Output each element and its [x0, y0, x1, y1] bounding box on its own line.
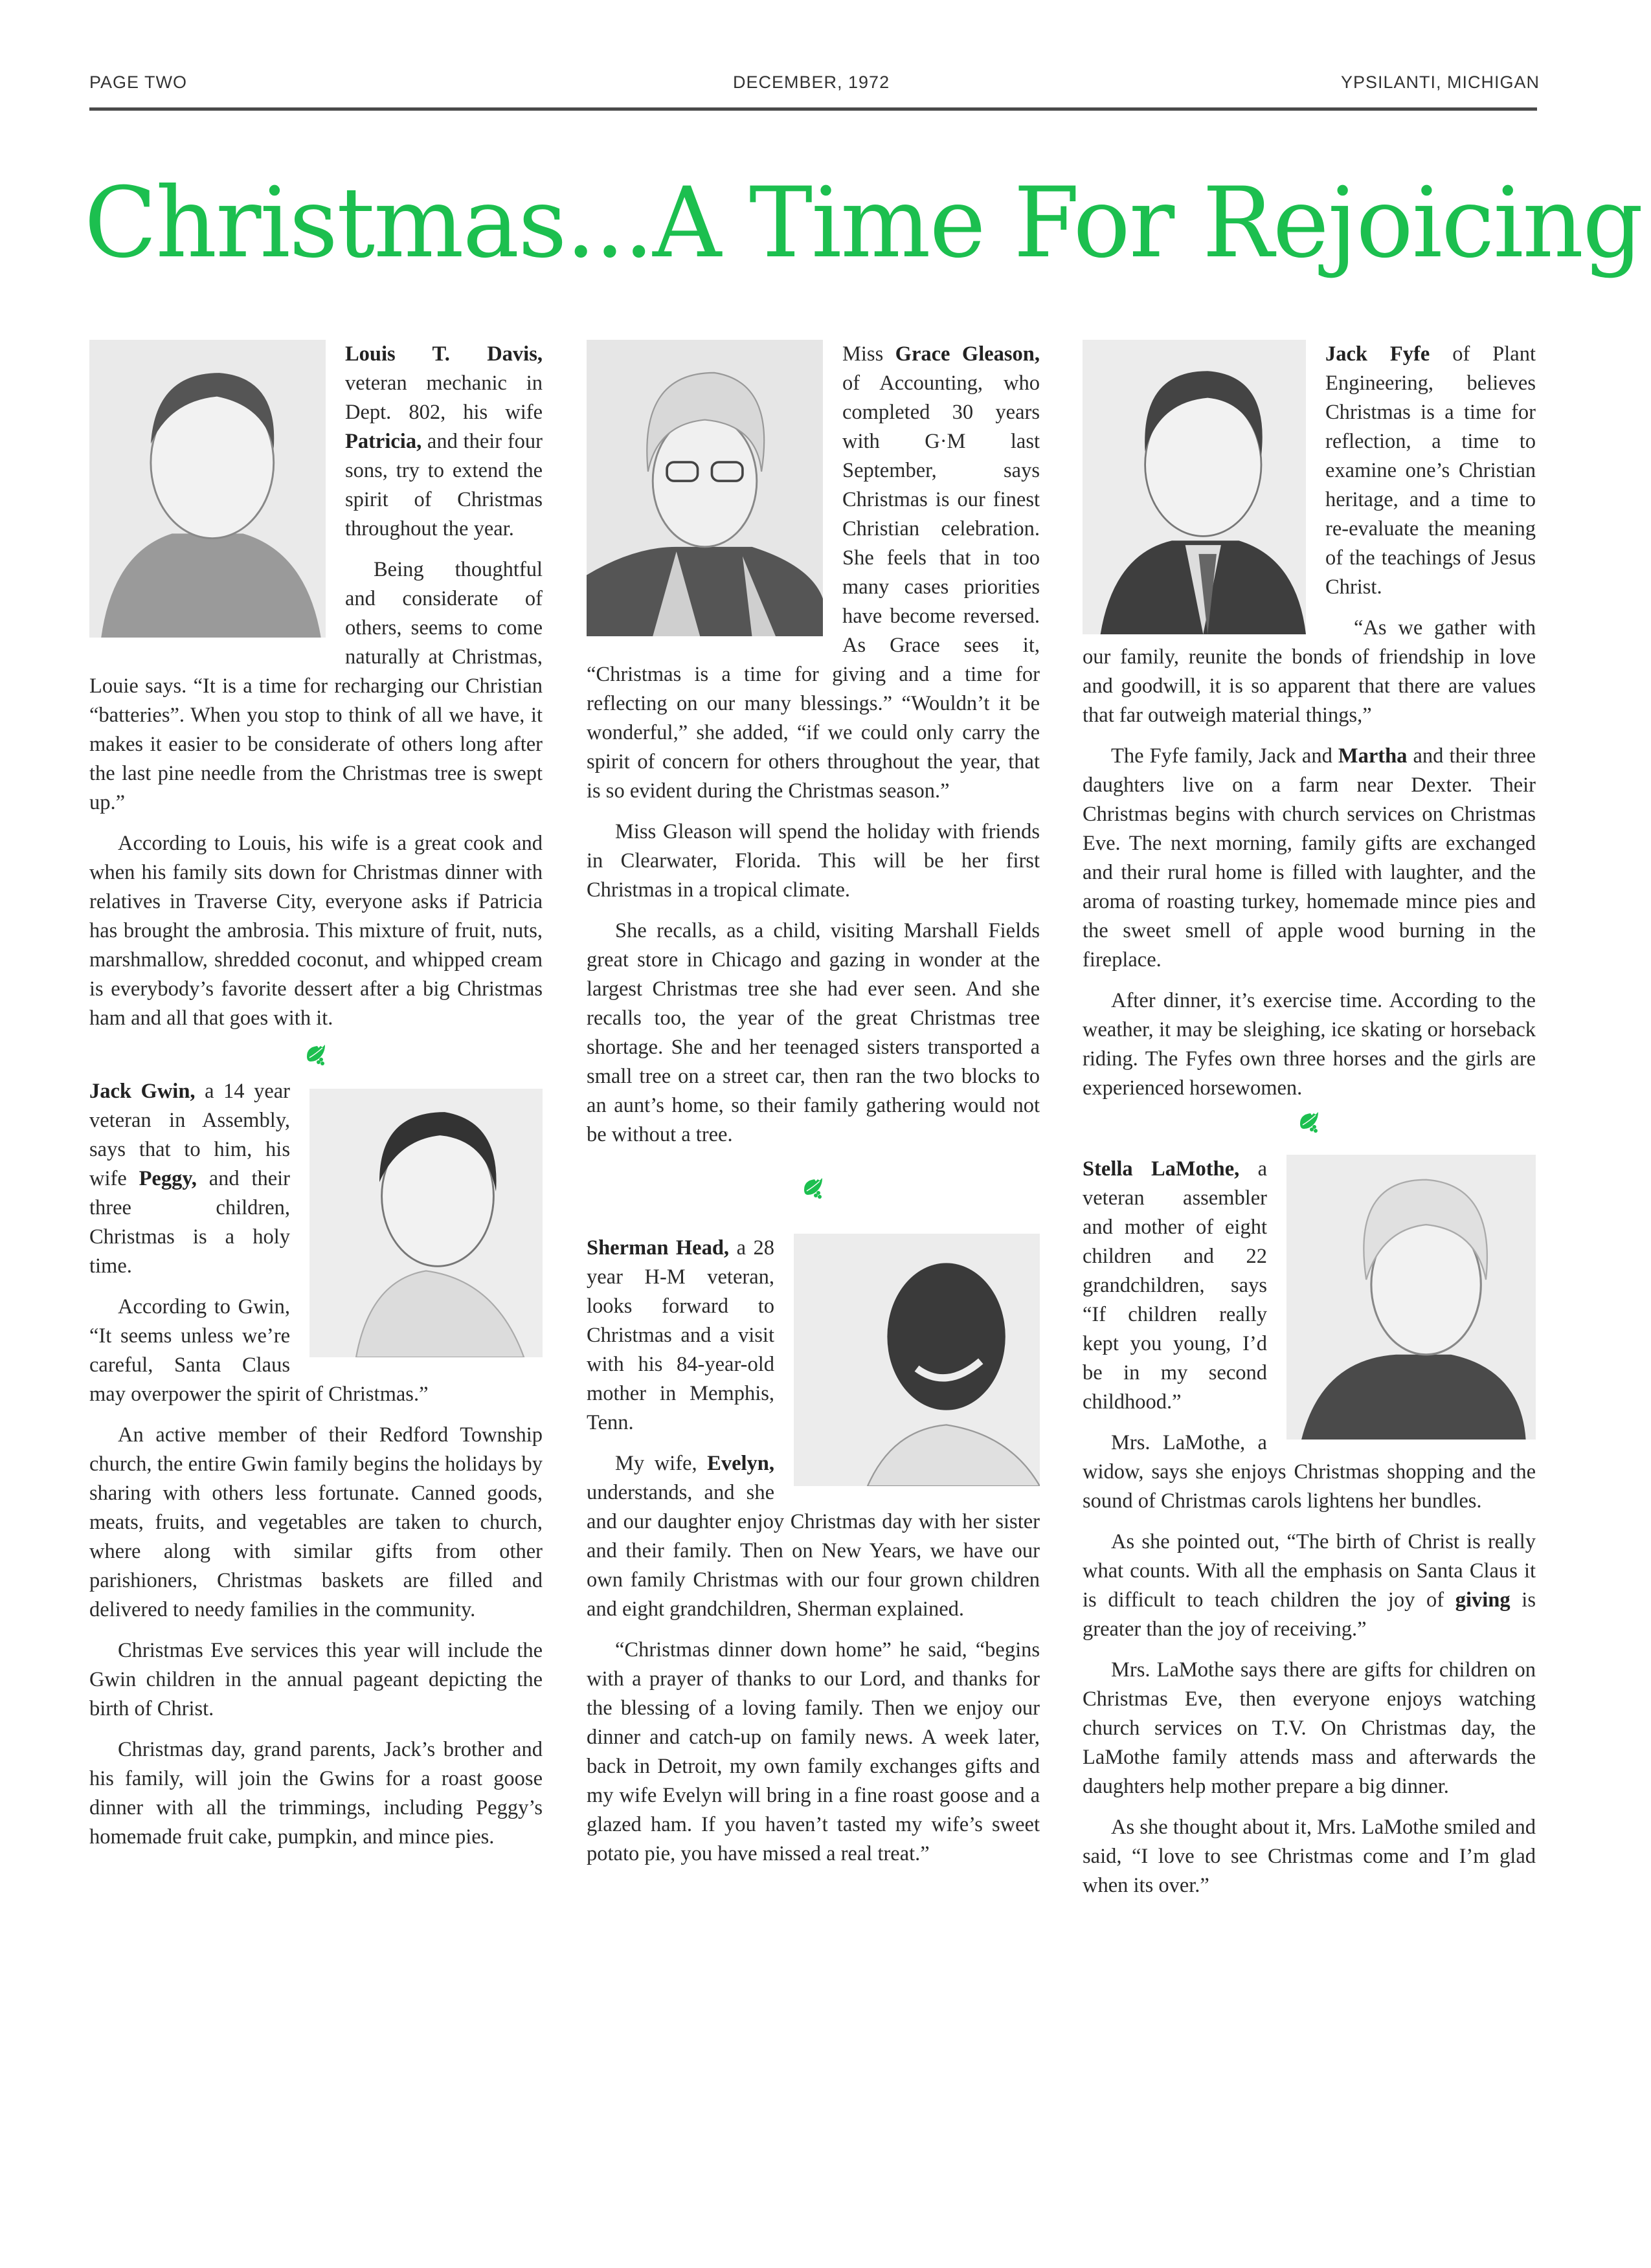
- paragraph: Mrs. LaMothe says there are gifts for children on Christmas Eve, then everyone enjoys watching church services on T.V. On Christmas day, the LaMothe family attends mass and afterwards the daughters help mother prepare a big dinner.: [1083, 1658, 1536, 1798]
- person-name: Sherman Head,: [587, 1236, 730, 1260]
- story-head: Sherman Head, a 28 year H-M veteran, looks forward to Christmas and a visit with his 84-year-old mother in Memphis, Tenn. My wife, Evelyn, understands, and she and our daughter enjoy Christmas day with her sister and their family. Then on New Years, we have our own family Christmas with our four grown children and eight grandchildren, Sherman explained. “Christmas dinner down home” he said, “begins with a prayer of thanks to our Lord, and thanks for the blessing of a loving family. Then we enjoy our dinner and catch-up on family news. A week later, back in Detroit, my own family exchanges gifts and my wife Evelyn will bring in a fine roast goose and a glazed ham. If you haven’t tasted my wife’s sweet potato pie, you have missed a real treat.”: [587, 1234, 1040, 1869]
- paragraph: As she thought about it, Mrs. LaMothe smiled and said, “I love to see Christmas come and I’m glad when its over.”: [1083, 1816, 1536, 1897]
- column-1: [89, 340, 543, 1852]
- portrait-woman-icon: [587, 340, 823, 636]
- spouse-name: Martha: [1338, 744, 1408, 768]
- paragraph: An active member of their Redford Township church, the entire Gwin family begins the holidays by sharing with others less fortunate. Canned goods, meats, fruits, and vegetables are taken to church, where along with similar gifts from other parishioners, Christmas baskets are filled and delivered to needy families in the community.: [89, 1423, 543, 1621]
- story-gwin: Jack Gwin, a 14 year veteran in Assembly, says that to him, his wife Peggy, and their three children, Christmas is a holy time. According to Gwin, “It seems unless we’re careful, Santa Claus may overpower the spirit of Christmas.” An active member of their Redford Township church, the entire Gwin family begins the holidays by sharing with others less fortunate. Canned goods, meats, fruits, and vegetables are taken to church, where along with similar gifts from other parishioners, Christmas baskets are filled and delivered to needy families in the community. Christmas Eve services this year will include the Gwin children in the annual pageant depicting the birth of Christ. Christmas day, grand parents, Jack’s brother and his family, will join the Gwins for a roast goose dinner with all the trimmings, including Peggy’s homemade fruit cake, pumpkin, and mince pies.: [89, 1077, 543, 1852]
- portrait-man-icon: [794, 1234, 1040, 1486]
- holly-leaf-icon: [800, 1175, 826, 1201]
- spouse-name: Peggy,: [139, 1167, 197, 1190]
- paragraph: Christmas day, grand parents, Jack’s brother and his family, will join the Gwins for a roast goose dinner with all the trimmings, including Peggy’s homemade fruit cake, pumpkin, and mince pies.: [89, 1738, 543, 1849]
- person-name: Jack Gwin,: [89, 1080, 196, 1103]
- page-title: Christmas...A Time For Rejoicing: [84, 167, 1643, 280]
- column-2: [587, 340, 1040, 1869]
- story-davis: Louis T. Davis, veteran mechanic in Dept. 802, his wife Patricia, and their four sons, try to extend the spirit of Christmas throughout the year. Being thoughtful and considerate of others, seems to come naturally at Christmas, Louie says. “It is a time for recharging our Christian “batteries”. When you stop to think of all we have, it makes it easier to be considerate of others long after the last pine needle from the Christmas tree is swept up.” According to Louis, his wife is a great cook and when his family sits down for Christmas dinner with relatives in Traverse City, everyone asks if Patricia has brought the ambrosia. This mixture of fruit, nuts, marshmallow, shredded coconut, and whipped cream is everybody’s favorite dessert after a big Christmas ham and all that goes with it.: [89, 340, 543, 1033]
- paragraph: According to Louis, his wife is a great cook and when his family sits down for Christmas dinner with relatives in Traverse City, everyone asks if Patricia has brought the ambrosia. This mixture of fruit, nuts, marshmallow, shredded coconut, and whipped cream is everybody’s favorite dessert after a big Christmas ham and all that goes with it.: [89, 832, 543, 1030]
- masthead: [89, 72, 1540, 98]
- spouse-name: Evelyn,: [707, 1452, 774, 1475]
- photo-sherman-head: [794, 1234, 1040, 1486]
- paragraph: “As we gather with our family, reunite the bonds of friendship in love and goodwill, it is so apparent that there are values that far outweigh material things,”: [1083, 616, 1536, 727]
- paragraph: She recalls, as a child, visiting Marshall Fields great store in Chicago and gazing in wonder at the largest Christmas tree she had ever seen. And she recalls too, the year of the great Christmas tree shortage. She and her teenaged sisters transported a small tree on a street car, then ran the two blocks to an aunt’s home, so their family gathering would not be without a tree.: [587, 919, 1040, 1146]
- column-3: [1083, 340, 1536, 1900]
- paragraph: Mrs. LaMothe, a widow, says she enjoys Christmas shopping and the sound of Christmas carols lightens her bundles.: [1083, 1431, 1536, 1513]
- portrait-man-icon: [89, 340, 326, 638]
- issue-date: DECEMBER, 1972: [733, 72, 890, 92]
- spouse-name: Patricia,: [345, 430, 422, 453]
- paragraph: According to Gwin, “It seems unless we’re careful, Santa Claus may overpower the spirit of Christmas.”: [89, 1295, 429, 1406]
- paragraph: Miss Gleason will spend the holiday with friends in Clearwater, Florida. This will be her first Christmas in a tropical climate.: [587, 820, 1040, 902]
- photo-jack-fyfe: [1083, 340, 1306, 634]
- paragraph: Being thoughtful and considerate of others, seems to come naturally at Christmas, Louie says. “It is a time for recharging our Christian “batteries”. When you stop to think of all we have, it makes it easier to be considerate of others long after the last pine needle from the Christmas tree is swept up.”: [89, 558, 543, 814]
- paragraph: “Christmas dinner down home” he said, “begins with a prayer of thanks to our Lord, and thanks for the blessing of a loving family. Then we enjoy our dinner and catch-up on family news. A week later, back in Detroit, my own family exchanges gifts and my wife Evelyn will bring in a fine roast goose and a glazed ham. If you haven’t tasted my wife’s sweet potato pie, you have missed a real treat.”: [587, 1638, 1040, 1865]
- story-gleason: Miss Grace Gleason, of Accounting, who completed 30 years with G·M last September, says Christmas is our finest Christian celebration. She feels that in too many cases priorities have become reversed. As Grace sees it, “Christmas is a time for giving and a time for reflecting on our many blessings.” “Wouldn’t it be wonderful,” she added, “if we could only carry the spirit of concern for others throughout the year, that is so evident during the Christmas season.” Miss Gleason will spend the holiday with friends in Clearwater, Florida. This will be her first Christmas in a tropical climate. She recalls, as a child, visiting Marshall Fields great store in Chicago and gazing in wonder at the largest Christmas tree she had ever seen. And she recalls too, the year of the great Christmas tree shortage. She and her teenaged sisters transported a small tree on a street car, then ran the two blocks to an aunt’s home, so their family gathering would not be without a tree.: [587, 340, 1040, 1150]
- person-name: Stella LaMothe,: [1083, 1157, 1240, 1181]
- story-lamothe: Stella LaMothe, a veteran assembler and mother of eight children and 22 grandchildren, says “If children really kept you young, I’d be in my second childhood.” Mrs. LaMothe, a widow, says she enjoys Christmas shopping and the sound of Christmas carols lightens her bundles. As she pointed out, “The birth of Christ is really what counts. With all the emphasis on Santa Claus it is difficult to teach children the joy of giving is greater than the joy of receiving.” Mrs. LaMothe says there are gifts for children on Christmas Eve, then everyone enjoys watching church services on T.V. On Christmas day, the LaMothe family attends mass and afterwards the daughters help mother prepare a big dinner. As she thought about it, Mrs. LaMothe smiled and said, “I love to see Christmas come and I’m glad when its over.”: [1083, 1155, 1536, 1900]
- photo-jack-gwin: [309, 1089, 543, 1357]
- paragraph: After dinner, it’s exercise time. According to the weather, it may be sleighing, ice skating or horseback riding. The Fyfes own three horses and the girls are experienced horsewomen.: [1083, 989, 1536, 1100]
- holly-leaf-icon: [1296, 1109, 1322, 1135]
- photo-louis-davis: [89, 340, 326, 638]
- portrait-man-icon: [1083, 340, 1306, 634]
- person-name: Louis T. Davis,: [345, 342, 543, 366]
- person-name: Jack Fyfe: [1325, 342, 1430, 366]
- portrait-woman-icon: [1286, 1155, 1536, 1440]
- location: YPSILANTI, MICHIGAN: [1340, 72, 1540, 92]
- photo-stella-lamothe: [1286, 1155, 1536, 1440]
- paragraph: Christmas Eve services this year will include the Gwin children in the annual pageant depicting the birth of Christ.: [89, 1639, 543, 1720]
- masthead-rule: [89, 107, 1537, 111]
- portrait-man-icon: [309, 1089, 543, 1357]
- page-label: PAGE TWO: [89, 72, 188, 92]
- person-name: Grace Gleason,: [895, 342, 1040, 366]
- photo-grace-gleason: [587, 340, 823, 636]
- holly-leaf-icon: [303, 1042, 329, 1068]
- story-fyfe: Jack Fyfe of Plant Engineering, believes Christmas is a time for reflection, a time to examine one’s Christian heritage, and a time to re-evaluate the meaning of the teachings of Jesus Christ. “As we gather with our family, reunite the bonds of friendship in love and goodwill, it is so apparent that there are values that far outweigh material things,” The Fyfe family, Jack and Martha and their three daughters live on a farm near Dexter. Their Christmas begins with church services on Christmas Eve. The next morning, family gifts are exchanged and their rural home is filled with laughter, and the aroma of roasting turkey, homemade mince pies and the sweet smell of apple wood burning in the fireplace. After dinner, it’s exercise time. According to the weather, it may be sleighing, ice skating or horseback riding. The Fyfes own three horses and the girls are experienced horsewomen.: [1083, 340, 1536, 1103]
